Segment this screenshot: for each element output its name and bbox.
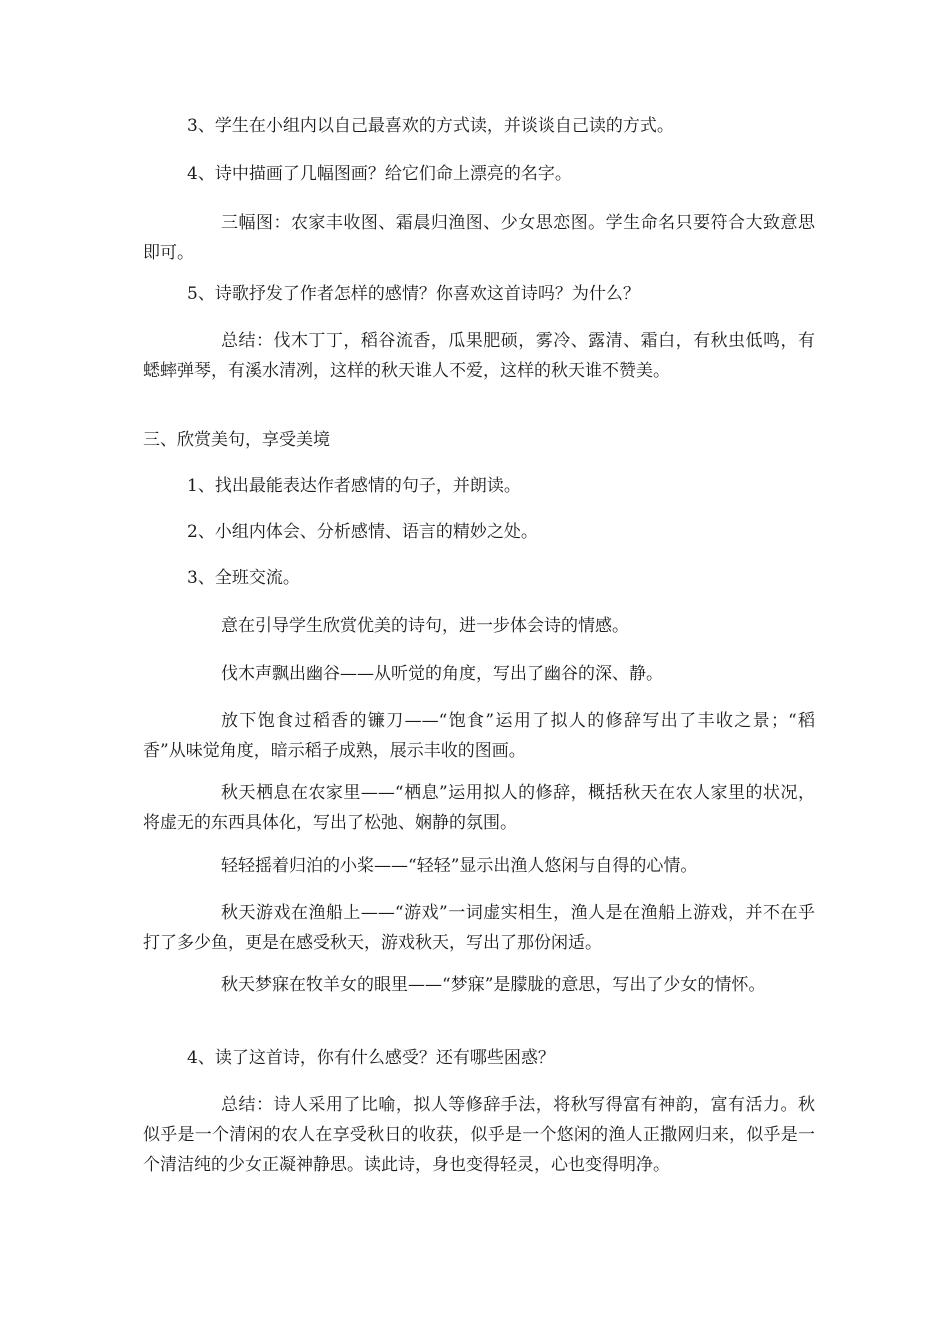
paragraph-summary-1: 总结：伐木丁丁，稻谷流香，瓜果肥硕，雾冷、露清、霜白，有秋虫低鸣，有蟋蟀弹琴，有溪水清冽，这样的秋天谁人不爱，这样的秋天谁不赞美。 xyxy=(143,331,815,381)
paragraph-summary-2: 总结：诗人采用了比喻，拟人等修辞手法，将秋写得富有神韵，富有活力。秋似乎是一个清闲的农人在享受秋日的收获，似乎是一个悠闲的渔人正撒网归来，似乎是一个清洁纯的少女正凝神静思。读此诗，身也变得轻灵，心也变得明净。 xyxy=(143,1095,815,1175)
list-item-5-emotions: 5、诗歌抒发了作者怎样的感情？你喜欢这首诗吗？为什么？ xyxy=(187,284,640,304)
paragraph-intent: 意在引导学生欣赏优美的诗句，进一步体会诗的情感。 xyxy=(221,616,629,636)
list-item-4-pictures: 4、诗中描画了几幅图画？给它们命上漂亮的名字。 xyxy=(187,164,572,184)
list-item-2-analyze: 2、小组内体会、分析感情、语言的精妙之处。 xyxy=(187,522,538,542)
section-heading: 三、欣赏美句，享受美境 xyxy=(143,430,330,450)
list-item-3-read-in-groups: 3、学生在小组内以自己最喜欢的方式读，并谈谈自己读的方式。 xyxy=(187,116,674,136)
paragraph-autumn-plays: 秋天游戏在渔船上——“游戏”一词虚实相生，渔人是在渔船上游戏，并不在乎打了多少鱼，更是在感受秋天，游戏秋天，写出了那份闲适。 xyxy=(143,903,815,953)
list-item-3-class-exchange: 3、全班交流。 xyxy=(187,568,300,588)
list-item-1-find-sentences: 1、找出最能表达作者感情的句子，并朗读。 xyxy=(187,476,521,496)
list-item-4-feelings: 4、读了这首诗，你有什么感受？还有哪些困惑？ xyxy=(187,1048,555,1068)
paragraph-three-pictures: 三幅图：农家丰收图、霜晨归渔图、少女思恋图。学生命名只要符合大致意思即可。 xyxy=(143,213,815,263)
paragraph-logging-sound: 伐木声飘出幽谷——从听觉的角度，写出了幽谷的深、静。 xyxy=(221,664,663,684)
paragraph-autumn-rests: 秋天栖息在农家里——“栖息”运用拟人的修辞，概括秋天在农人家里的状况，将虚无的东西具体化，写出了松弛、娴静的氛围。 xyxy=(143,783,815,833)
paragraph-oar: 轻轻摇着归泊的小桨——“轻轻”显示出渔人悠闲与自得的心情。 xyxy=(221,856,698,876)
paragraph-autumn-dreams: 秋天梦寐在牧羊女的眼里——“梦寐”是朦胧的意思，写出了少女的情怀。 xyxy=(221,975,766,995)
paragraph-sickle: 放下饱食过稻香的镰刀——“饱食”运用了拟人的修辞写出了丰收之景；“稻香”从味觉角度，暗示稻子成熟，展示丰收的图画。 xyxy=(143,711,815,761)
